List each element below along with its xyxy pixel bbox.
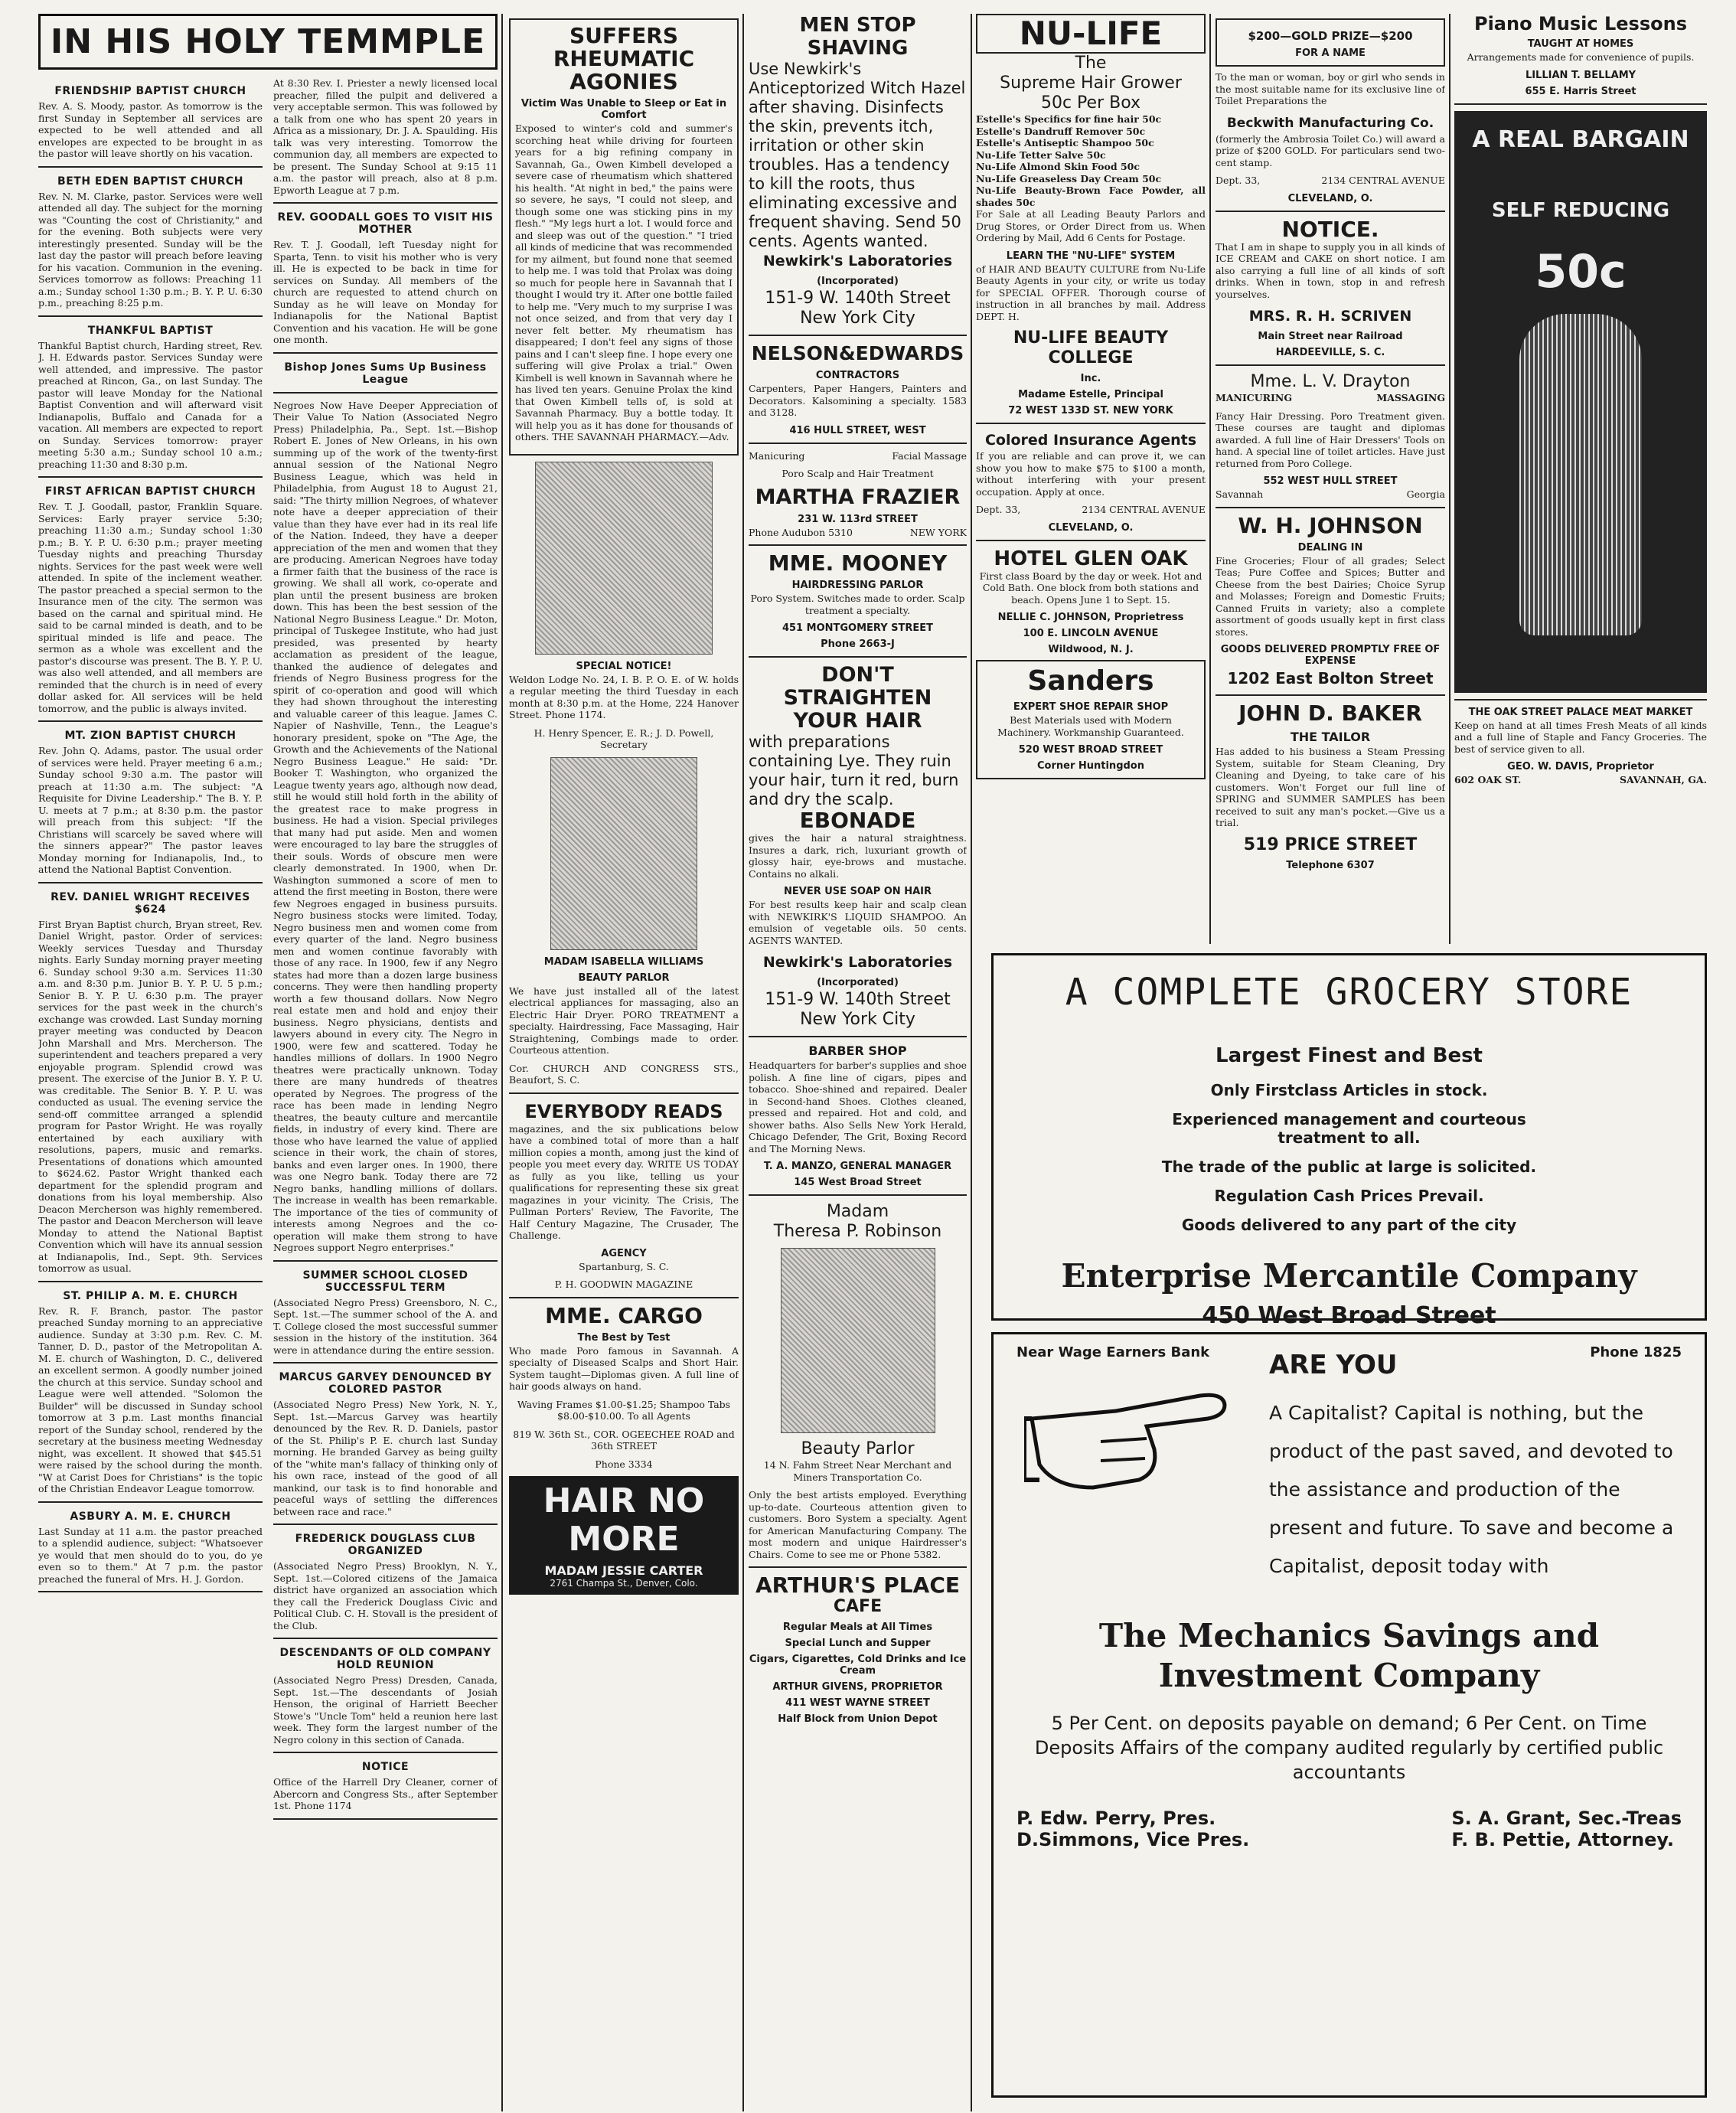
elks-signature: H. Henry Spencer, E. R.; J. D. Powell, Secretary	[534, 727, 714, 750]
drayton-manicuring: MANICURING	[1216, 392, 1292, 403]
prize-headline: $200—GOLD PRIZE—$200	[1248, 29, 1413, 43]
bank-officer-vice-president: D.Simmons, Vice Pres.	[1016, 1829, 1250, 1850]
church-heading: REV. DANIEL WRIGHT RECEIVES $624	[51, 890, 250, 916]
mooney-subhead: HAIRDRESSING PARLOR	[791, 580, 924, 591]
prize-ad	[1216, 18, 1445, 67]
grocery-headline: A COMPLETE GROCERY STORE	[1065, 971, 1633, 1014]
church-text: Rev. N. M. Clarke, pastor. Services were well attended all day. The subject for the morning was "Counting the cost of Christianity," and for the evening. Both subjects were very interestingly presented. Sunday will be the last day the pastor will preach before leaving for his vacation. Communion in the evening. Services tomorrow as follows: Preaching 11 a.m.; Sunday school 1:30 p.m.; B. Y. P. U. 6:30 p.m., preaching 8:25 p.m.	[38, 190, 263, 309]
church-heading: MARCUS GARVEY DENOUNCED BY COLORED PASTOR	[279, 1371, 492, 1396]
newkirk2-inc: (Incorporated)	[817, 977, 899, 988]
church-text: (Associated Negro Press) Brooklyn, N. Y., Sept. 1st.—Colored citizens of the Jamaica district have organized an association which they call the Frederick Douglass Civic and Political Club. C. H. Stovall is the president of the Club.	[273, 1560, 498, 1631]
church-heading: THANKFUL BAPTIST	[87, 324, 214, 337]
grocery-company: Enterprise Mercantile Company	[1061, 1257, 1637, 1295]
church-heading: BETH EDEN BAPTIST CHURCH	[57, 175, 243, 188]
sanders-text: Best Materials used with Modern Machinery. Workmanship Guaranteed.	[997, 714, 1184, 738]
prize-address: 2134 CENTRAL AVENUE	[1321, 175, 1445, 186]
soap-heading: NEVER USE SOAP ON HAIR	[784, 886, 932, 897]
grocery-near: Near Wage Earners Bank	[1016, 1344, 1210, 1360]
notice-headline: NOTICE.	[1281, 216, 1379, 242]
column-rule	[742, 14, 744, 2111]
church-text: Rev. A. S. Moody, pastor. As tomorrow is the first Sunday in September all services are expected to be well attended and all envelopes are expected to be brought in as the pastor will leave shortly on his vacation.	[38, 100, 263, 159]
divider	[1216, 507, 1445, 508]
nulife-sale: For Sale at all Leading Beauty Parlors and Drug Stores, or Order Direct from us. When Ordering by Mail, Add 6 Cents for Postage.	[976, 208, 1206, 243]
nulife-learn: LEARN THE "NU-LIFE" SYSTEM	[1006, 250, 1176, 262]
piano-subhead: TAUGHT AT HOMES	[1527, 38, 1634, 50]
divider	[273, 1362, 498, 1363]
straighten-text: with preparations containing Lye. They ruin your hair, turn it red, burn and dry the scalp.	[749, 733, 959, 808]
frazier-address: 231 W. 113rd STREET	[798, 513, 918, 525]
agency-city: Spartanburg, S. C.	[579, 1260, 669, 1272]
divider	[749, 1194, 967, 1196]
facial-label: Facial Massage	[892, 449, 967, 462]
sanders-subhead: EXPERT SHOE REPAIR SHOP	[1013, 701, 1169, 713]
drayton-state: Georgia	[1406, 488, 1445, 500]
frazier-name: MARTHA FRAZIER	[755, 485, 961, 509]
prize-subhead: FOR A NAME	[1295, 47, 1366, 59]
divider	[749, 443, 967, 444]
piano-address: 655 E. Harris Street	[1525, 85, 1636, 97]
grocery-line-5: Regulation Cash Prices Prevail.	[1214, 1187, 1484, 1205]
church-heading: MT. ZION BAPTIST CHURCH	[64, 730, 237, 742]
cargo-text: Who made Poro famous in Savannah. A specialty of Diseased Scalps and Short Hair. System taught—Diplomas given. A full line of hair goods always on hand.	[509, 1344, 739, 1392]
bank-officer-president: P. Edw. Perry, Pres.	[1016, 1808, 1216, 1829]
cargo-subhead: The Best by Test	[577, 1331, 671, 1344]
newkirk-address-1: 151-9 W. 140th Street	[765, 289, 951, 308]
divider	[509, 1297, 739, 1298]
baker-phone: Telephone 6307	[1286, 859, 1375, 871]
hotel-headline: HOTEL GLEN OAK	[994, 547, 1188, 570]
newkirk2-address-1: 151-9 W. 140th Street	[765, 990, 951, 1009]
drayton-city: Savannah	[1216, 488, 1264, 500]
newkirk2-name: Newkirk's Laboratories	[762, 954, 953, 971]
bank-ad	[991, 1332, 1707, 2098]
baker-address: 519 PRICE STREET	[1243, 834, 1418, 854]
nelson-headline: NELSON&EDWARDS	[751, 342, 964, 364]
mooney-phone: Phone 2663-J	[821, 638, 895, 650]
church-text: Thankful Baptist church, Harding street, Rev. J. H. Edwards pastor. Services Sunday were well attended, and impressive. The pastor preached at Rincon, Ga., on last Sunday. The pastor will leave Monday for the National Baptist Convention and will afterward visit Indianapolis, Buffalo and Canada for a vacation. All members are expected to report on Sunday. Services tomorrow: prayer meeting 5:30 a.m.; Sunday school 10 a.m.; preaching 11:30 and 8:30 p.m.	[38, 339, 263, 470]
nulife-product: Nu-Life Tetter Salve 50c	[976, 149, 1106, 161]
bank-officer-secretary: S. A. Grant, Sec.-Treas	[1451, 1808, 1682, 1829]
church-text: Rev. T. J. Goodall, left Tuesday night for Sparta, Tenn. to visit his mother who is very ill. He is expected to be back in time for services on Sunday. All members of the church are requested to attend church on Sunday as he will leave on Monday for Indianapolis for the National Baptist Convention and his vacation. He will be gone one month.	[273, 239, 498, 345]
divider	[273, 1638, 498, 1639]
drayton-massaging: MASSAGING	[1376, 392, 1445, 403]
divider	[1454, 103, 1707, 105]
divider	[38, 315, 263, 317]
ads-column-6	[1454, 14, 1707, 944]
divider	[1216, 211, 1445, 212]
baker-text: Has added to his business a Steam Pressing System, suitable for Steam Cleaning, Dry Cleaning and Dyeing, to take care of his customers. Won't Forget our full line of SPRING and SUMMER SAMPLES has been received to suit any man's pocket.—Give us a trial.	[1216, 746, 1445, 828]
prize-city: CLEVELAND, O.	[1287, 192, 1373, 204]
divider	[273, 1524, 498, 1525]
ads-column-2	[509, 14, 739, 2111]
arthur-cafe: CAFE	[833, 1597, 883, 1616]
hair-ad-name: MADAM JESSIE CARTER	[544, 1563, 703, 1578]
divider	[38, 720, 263, 722]
prize-dept: Dept. 33,	[1216, 175, 1261, 186]
soap-text: For best results keep hair and scalp clean with NEWKIRK'S LIQUID SHAMPOO. An emulsion of vegetable oils. 50 cents. AGENTS WANTED.	[749, 899, 967, 946]
divider	[273, 1752, 498, 1753]
ebonade-headline: EBONADE	[799, 808, 916, 833]
williams-heading: BEAUTY PARLOR	[578, 972, 670, 984]
divider	[749, 335, 967, 336]
robinson-address: 14 N. Fahm Street Near Merchant and Miners Transportation Co.	[763, 1459, 952, 1483]
hair-ad-address: 2761 Champa St., Denver, Colo.	[550, 1578, 698, 1589]
church-heading: SUMMER SCHOOL CLOSED SUCCESSFUL TERM	[302, 1269, 468, 1294]
grocery-line-6: Goods delivered to any part of the city	[1181, 1216, 1517, 1234]
nulife-inc: Inc.	[1080, 373, 1101, 384]
johnson-subhead: DEALING IN	[1297, 541, 1363, 554]
hair-no-more-headline: HAIR NO MORE	[543, 1481, 705, 1559]
robinson-name: Theresa P. Robinson	[773, 1222, 942, 1241]
nulife-product: Nu-Life Almond Skin Food 50c	[976, 161, 1140, 172]
shaving-text: Use Newkirk's Anticeptorized Witch Hazel after shaving. Disinfects the skin, prevents itch, irritation or other skin troubles. Has a tendency to kill the roots, thus eliminating excessive and frequent shaving. Send 50 cents. Agents wanted.	[749, 60, 966, 250]
bank-company: The Mechanics Savings and Investment Company	[1098, 1617, 1600, 1694]
bank-officer-attorney: F. B. Pettie, Attorney.	[1451, 1829, 1674, 1850]
scriven-address: Main Street near Railroad	[1258, 331, 1403, 342]
meat-text: Keep on hand at all times Fresh Meats of all kinds and a full line of Staple and Fancy Groceries. The best of service given to all.	[1454, 719, 1707, 755]
ads-column-4	[976, 14, 1206, 944]
church-news-left	[38, 77, 263, 1826]
elk-head-image	[535, 462, 713, 655]
barber-address: 145 West Broad Street	[794, 1177, 922, 1188]
divider	[1216, 364, 1445, 366]
hotel-text: First class Board by the day or week. Hot and Cold Bath. One block from both stations and beach. Opens June 1 to Sept. 15.	[979, 570, 1202, 606]
prize-text: To the man or woman, boy or girl who sends in the most suitable name for its exclusive line of Toilet Preparations the	[1216, 71, 1445, 106]
meat-city: SAVANNAH, GA.	[1619, 774, 1707, 785]
elks-heading: SPECIAL NOTICE!	[576, 660, 672, 672]
divider	[273, 392, 498, 394]
nulife-subhead: Supreme Hair Grower	[1000, 73, 1182, 93]
rheumatic-headline: SUFFERS RHEUMATIC AGONIES	[553, 23, 695, 94]
hotel-city: Wildwood, N. J.	[1048, 644, 1134, 655]
divider	[976, 540, 1206, 541]
nulife-headline: NU-LIFE	[976, 14, 1206, 54]
bank-body: A Capitalist? Capital is nothing, but the product of the past saved, and devoted to the assistance and production of the present and future. To save and become a Capitalist, deposit today with	[1269, 1402, 1674, 1577]
williams-address: Cor. CHURCH AND CONGRESS STS., Beaufort, S. C.	[509, 1062, 739, 1086]
straighten-headline: DON'T STRAIGHTEN YOUR HAIR	[783, 663, 932, 733]
nulife-product: Estelle's Specifics for fine hair 50c	[976, 113, 1162, 125]
johnson-address: 1202 East Bolton Street	[1227, 669, 1434, 687]
barber-manager: T. A. MANZO, GENERAL MANAGER	[763, 1161, 952, 1172]
scriven-name: MRS. R. H. SCRIVEN	[1248, 308, 1412, 325]
hotel-proprietor: NELLIE C. JOHNSON, Proprietress	[997, 612, 1184, 623]
divider	[509, 1092, 739, 1094]
baker-subhead: THE TAILOR	[1290, 730, 1371, 744]
nulife-principal: Madame Estelle, Principal	[1018, 389, 1163, 400]
hair-no-more-ad	[509, 1476, 739, 1595]
sanders-corner: Corner Huntingdon	[1036, 760, 1144, 772]
nulife-address: 72 WEST 133D ST. NEW YORK	[1008, 405, 1173, 416]
church-text: Last Sunday at 11 a.m. the pastor preached to a splendid audience, subject: "Whatsoever ye would that men should do to you, do ye even so to them." At 7 p.m. the pastor preached the funeral of Mrs. H. J. Gordon.	[38, 1525, 263, 1585]
manicuring-label: Manicuring	[749, 449, 805, 462]
drayton-name: Mme. L. V. Drayton	[1250, 372, 1411, 391]
church-text: Rev. T. J. Goodall, pastor, Franklin Square. Services: Early prayer service 5:30; preaching 11:30 a.m.; Sunday school 1:30 p.m.; B. Y. P. U. 6:30 p.m.; prayer meeting Tuesday nights and preaching Thursday nights. Services for the past week were well attended. In spite of the inclement weather. The pastor preached a special sermon to the Insurance men of the city. The sermon was based on the carnal and spiritual mind. He said to be carnal minded is death, and to be spiritual minded is life and peace. The sermon as a whole was excellent and the pastor's discourse was present. The B. Y. P. U. was also well attended, and all members are reminded that the church is in need of every dollar asked for. All services will be held tomorrow, and the public is always invited.	[38, 501, 263, 714]
grocery-ad	[991, 953, 1707, 1360]
insurance-dept: Dept. 33,	[976, 504, 1021, 515]
mooney-name: MME. MOONEY	[768, 550, 948, 576]
nulife-price: 50c Per Box	[1040, 93, 1141, 113]
newkirk-address-2: New York City	[800, 309, 915, 328]
hotel-address: 100 E. LINCOLN AVENUE	[1023, 628, 1159, 639]
williams-name: MADAM ISABELLA WILLIAMS	[543, 955, 704, 968]
arthur-meals: Regular Meals at All Times	[782, 1621, 933, 1633]
bargain-ad	[1454, 111, 1707, 693]
prize-company: Beckwith Manufacturing Co.	[1226, 115, 1434, 131]
sanders-headline: Sanders	[1027, 665, 1154, 697]
meat-proprietor: GEO. W. DAVIS, Proprietor	[1507, 761, 1654, 772]
meat-address: 602 OAK ST.	[1454, 774, 1522, 785]
elks-text: Weldon Lodge No. 24, I. B. P. O. E. of W. holds a regular meeting the third Tuesday in each month at 8:30 p.m. at the Home, 224 Hanover Street. Phone 1174.	[509, 673, 739, 720]
grocery-line-2: Only Firstclass Articles in stock.	[1210, 1081, 1488, 1099]
robinson-beauty-parlor: Beauty Parlor	[801, 1439, 915, 1458]
insurance-text: If you are reliable and can prove it, we can show you how to make $75 to $100 a month, without interfering with your present occupation. Apply at once.	[976, 450, 1206, 498]
church-text: (Associated Negro Press) Dresden, Canada, Sept. 1st.—The descendants of Josiah Henson, the original of Harriett Beecher Stowe's "Uncle Tom" held a reunion here last week. They form the largest number of the Negro colony in this section of Canada.	[273, 1674, 498, 1746]
nulife-product: Estelle's Dandruff Remover 50c	[976, 125, 1146, 137]
johnson-delivered: GOODS DELIVERED PROMPTLY FREE OF EXPENSE	[1220, 644, 1441, 667]
column-rule	[501, 14, 503, 2111]
rheumatic-subhead: Victim Was Unable to Sleep or Eat in Comfort	[520, 98, 727, 121]
piano-headline: Piano Music Lessons	[1473, 14, 1687, 34]
newkirk-inc: (Incorporated)	[817, 276, 899, 287]
church-text: (Associated Negro Press) Greensboro, N. C., Sept. 1st.—The summer school of the A. and T. College closed the most successful summer session in the history of the institution. 364 were in attendance during the entire session.	[273, 1296, 498, 1356]
church-text: At 8:30 Rev. I. Priester a newly licensed local preacher, filled the pulpit and delivered a very acceptable sermon. This was followed by a talk from one who has spent 20 years in Africa as a missionary, Dr. J. A. Spaulding. His talk was very interesting. Tomorrow the communion day, all members are expected to be present. The Sunday School at 9:15 11 a.m. the pastor will preach, also at 8 p.m. Epworth League at 7 p.m.	[273, 77, 498, 196]
church-heading: NOTICE	[361, 1761, 410, 1773]
church-news-column	[38, 14, 498, 2111]
nulife-the: The	[1075, 54, 1107, 73]
nulife-product: Nu-Life Beauty-Brown Face Powder, all shades 50c	[976, 185, 1206, 208]
prize-former: (formerly the Ambrosia Toilet Co.) will award a prize of $200 GOLD. For particulars send two-cent stamp.	[1216, 132, 1445, 168]
grocery-phone: Phone 1825	[1590, 1344, 1682, 1360]
rheumatic-text: Exposed to winter's cold and summer's scorching heat while driving for fourteen years for a big refining company in Savannah, Ga., Owen Kimbell developed a severe case of rheumatism which shattered his health. "At night in bed," the pains were so severe, he says, "I could not sleep, and though some one was sticking pins in my flesh." "My legs hurt a lot. I would force and and sleep was out of the question." "I tried all kinds of medicine that was recommended for my ailment, but found none that seemed to help me. I was told that Prolax was doing so much for people here in Savannah that I thought I would try it. After one bottle failed to help me. "Very much to my surprise I was not once seized, and from that very day I never felt better. My rheumatism has disappeared; I don't feel any signs of those pains and I can't sleep fine. I hope every one suffering will give Prolax a trial." Owen Kimbell is well known in Savannah where he has lived ten years. Genuine Prolax the kind that Owen Kimbell tells of, is sold at Savannah Pharmacy. Buy a bottle today. It will help you as it has done for thousands of others. THE SAVANNAH PHARMACY.—Adv.	[515, 122, 733, 443]
divider	[749, 656, 967, 658]
everybody-reads-text: magazines, and the six publications below have a combined total of more than a half million copies a month, among just the kind of people you meet every day. WRITE US TODAY as fully as you like, telling us your qualifications for representing these six great magazines in your vicinity. The Crisis, The Pullman Porters' Review, The Favorite, The Half Century Magazine, The Crusader, The Challenge.	[509, 1122, 739, 1241]
divider	[273, 202, 498, 204]
nulife-product-list	[976, 113, 1206, 208]
nulife-learn-text: of HAIR AND BEAUTY CULTURE from Nu-Life Beauty Agents in your city, or write us today for SPECIAL OFFER. Thorough course of instruction in all branches by mail. Address DEPT. H.	[976, 263, 1206, 322]
church-text: First Bryan Baptist church, Bryan street, Rev. Daniel Wright, pastor. Order of services: Weekly services Tuesday and Thursday nights. Early Sunday morning prayer meeting 6. Sunday school 9:30 a.m. Services 11:30 a.m. and 8:30 p.m. Junior B. Y. P. U. 5 p.m.; Senior B. Y. P. U. 6:30 p.m. The prayer services for the past week in the church's exchange was crowded. Last Sunday morning prayer meeting was conducted by Deacon John Marshall and Mrs. Mercherson. The superintendent and teachers prepared a very enjoyable program. Splendid crowd was present. The exercise of the Junior B. Y. P. U. was creditable. The Senior B. Y. P. U. was conducted as usual. The evening service the send-off committee arranged a splendid program for Pastor Wright. He was royally entertained by each auxiliary with resolutions, papers, music and remarks. Presentations of donations which amounted to $624.62. Pastor Wright thanked each department for the splendid program and donations from his loyal membership. Also Deacon Mercherson was highly remembered. The pastor and Deacon Mercherson will leave Monday to attend the National Baptist Convention which will have its annual session at Indianapolis, Ind., Sept. 9th. Services tomorrow as usual.	[38, 918, 263, 1274]
cargo-address: 819 W. 36th St., COR. OGEECHEE ROAD and 36th STREET	[513, 1428, 735, 1452]
divider	[38, 882, 263, 883]
church-heading: FIRST AFRICAN BAPTIST CHURCH	[44, 485, 256, 498]
robinson-madam: Madam	[826, 1202, 889, 1221]
drayton-text: Fancy Hair Dressing. Poro Treatment given. These courses are taught and diplomas awarded. A full line of Hair Dressers' Tools on hand. A special line of toilet articles. Have just returned from Poro College.	[1216, 410, 1445, 469]
divider	[273, 1818, 498, 1820]
arthur-address: 411 WEST WAYNE STREET	[785, 1697, 930, 1709]
insurance-address: 2134 CENTRAL AVENUE	[1082, 504, 1206, 515]
church-news-right	[273, 77, 498, 1826]
column-rule	[1449, 14, 1450, 944]
arthur-near: Half Block from Union Depot	[778, 1713, 938, 1725]
pointing-hand-icon	[1024, 1365, 1254, 1518]
frazier-city: NEW YORK	[909, 526, 967, 538]
nulife-product: Estelle's Antiseptic Shampoo 50c	[976, 137, 1154, 149]
sanders-address: 520 WEST BROAD STREET	[1018, 744, 1163, 756]
johnson-text: Fine Groceries; Flour of all grades; Select Teas; Pure Coffee and Spices; Butter and Cheese from the best Dairies; Choice Syrup and Molasses; Foreign and Domestic Fruits; Canned Fruits in variety; also a complete assortment of goods usually kept in first class stores.	[1216, 554, 1445, 638]
divider	[1216, 694, 1445, 696]
frazier-phone: Phone Audubon 5310	[749, 526, 853, 538]
ads-column-5	[1216, 14, 1445, 944]
church-heading: Bishop Jones Sums Up Business League	[284, 361, 487, 386]
insurance-city: CLEVELAND, O.	[1048, 521, 1134, 534]
robinson-text: Only the best artists employed. Everything up-to-date. Courteous attention given to customers. Boro System a specialty. Agent for American Manufacturing Company. The most modern and unique Hairdresser's Chairs. Come to see me or Phone 5382.	[749, 1489, 967, 1560]
scriven-city: HARDEEVILLE, S. C.	[1275, 347, 1385, 358]
ebonade-text: gives the hair a natural straightness. Insures a dark, rich, luxuriant growth of glossy hair, eye-brows and mustache. Contains no alkali.	[749, 832, 967, 880]
church-heading: REV. GOODALL GOES TO VISIT HIS MOTHER	[277, 211, 494, 236]
ads-column-3	[749, 14, 967, 2111]
divider	[38, 476, 263, 478]
divider	[749, 1036, 967, 1037]
divider	[749, 1566, 967, 1568]
williams-portrait	[550, 757, 697, 950]
section-banner: IN HIS HOLY TEMMPLE	[38, 14, 498, 70]
notice-text: That I am in shape to supply you in all kinds of ICE CREAM and CAKE on short notice. I am also carrying a full line of all kinds of soft drinks. When in town, stop in and refresh yourselves.	[1216, 240, 1445, 300]
grocery-line-3: Experienced management and courteous treatment to all.	[1172, 1110, 1526, 1147]
grocery-address: 450 West Broad Street	[1202, 1302, 1496, 1329]
church-heading: FRIENDSHIP BAPTIST CHURCH	[54, 85, 246, 97]
cargo-prices: Waving Frames $1.00-$1.25; Shampoo Tabs $8.00-$10.00. To all Agents	[517, 1398, 731, 1422]
bargain-headline: A REAL BARGAIN	[1472, 126, 1689, 153]
bargain-price: 50c	[1535, 244, 1627, 299]
williams-text: We have just installed all of the latest electrical appliances for massaging, also an Electric Hair Dryer. PORO TREATMENT a specialty. Hairdressing, Face Massaging, Hair Straightening, Combings made to order. Courteous attention.	[509, 985, 739, 1056]
arthur-headline: ARTHUR'S PLACE	[755, 1573, 960, 1598]
nelson-subhead: CONTRACTORS	[815, 370, 900, 381]
robinson-portrait	[781, 1248, 935, 1433]
agency-name: P. H. GOODWIN MAGAZINE	[554, 1279, 693, 1290]
divider	[273, 352, 498, 354]
grocery-line-4: The trade of the public at large is solicited.	[1161, 1158, 1537, 1176]
rheumatic-ad	[509, 18, 739, 456]
church-text: Rev. John Q. Adams, pastor. The usual order of services were held. Prayer meeting 6 a.m.; Sunday school 9:30 a.m. The pastor will preach at 11:30 a.m. The subject: "A Requisite for Divine Leadership." The B. Y. P. U. meets at 7 p.m.; at 8:30 p.m. the pastor will preach from this subject: "If the Christians will scarcely be saved where will the sinners appear?" The pastor leaves Monday morning for Indianapolis, Ind., to attend the National Baptist Convention.	[38, 745, 263, 875]
bargain-subhead: SELF REDUCING	[1491, 198, 1670, 222]
divider	[38, 1501, 263, 1503]
church-heading: ST. PHILIP A. M. E. CHURCH	[63, 1289, 238, 1302]
barber-text: Headquarters for barber's supplies and shoe polish. A fine line of cigars, pipes and tobacco. Shoe-shined and repaired. Dealer in Second-hand Shoes. Clothes cleaned, pressed and repaired. Hot and cold, and shower baths. Also Sells New York Herald, Chicago Defender, The Grit, Boxing Record and The Morning News.	[749, 1060, 967, 1154]
divider	[749, 544, 967, 546]
bank-headline: ARE YOU	[1269, 1350, 1398, 1380]
sanders-ad	[976, 660, 1206, 779]
nelson-address: 416 HULL STREET, WEST	[789, 424, 926, 436]
grocery-line-1: Largest Finest and Best	[1216, 1044, 1483, 1067]
shaving-headline: MEN STOP SHAVING	[799, 14, 916, 60]
insurance-headline: Colored Insurance Agents	[984, 432, 1197, 449]
mooney-address: 451 MONTGOMERY STREET	[782, 622, 934, 634]
church-heading: DESCENDANTS OF OLD COMPANY HOLD REUNION	[279, 1647, 491, 1671]
newkirk-name: Newkirk's Laboratories	[762, 253, 953, 269]
divider	[1454, 699, 1707, 701]
nulife-product: Nu-Life Greaseless Day Cream 50c	[976, 172, 1162, 185]
church-heading: FREDERICK DOUGLASS CLUB ORGANIZED	[295, 1533, 476, 1557]
piano-name: LILLIAN T. BELLAMY	[1525, 69, 1636, 81]
everybody-reads-headline: EVERYBODY READS	[524, 1100, 723, 1122]
divider	[273, 1260, 498, 1262]
meat-headline: THE OAK STREET PALACE MEAT MARKET	[1468, 706, 1693, 718]
johnson-name: W. H. JOHNSON	[1238, 512, 1423, 538]
divider	[38, 1281, 263, 1282]
nulife-college: NU-LIFE BEAUTY COLLEGE	[1013, 328, 1169, 367]
arthur-proprietor: ARTHUR GIVENS, PROPRIETOR	[772, 1681, 943, 1693]
church-text: Rev. R. F. Branch, pastor. The pastor preached Sunday morning to an appreciative audience. Sunday at 3:30 p.m. Rev. C. M. Tanner, D. D., pastor of the Metropolitan A. M. E. church of Washington, D. C., delivered an excellent sermon. A goodly number joined the church at this service. Sunday school and League were well attended. "Solomon the Builder" will be discussed in Sunday school tomorrow at 3 p.m. Last months financial report of the Sunday school, rendered by the secretary at the business meeting Wednesday night, was excellent. It showed that $45.51 were raised by the school during the month. "W at Carist Does for Christians" is the topic of the Christian Endeavor League tomorrow.	[38, 1305, 263, 1494]
church-heading: ASBURY A. M. E. CHURCH	[70, 1510, 231, 1523]
bank-terms: 5 Per Cent. on deposits payable on demand; 6 Per Cent. on Time Deposits Affairs of the company audited regularly by certified public accountants	[1034, 1713, 1664, 1783]
agency-heading: AGENCY	[601, 1247, 647, 1259]
column-rule	[971, 14, 972, 2111]
column-rule	[1209, 14, 1211, 944]
mooney-text: Poro System. Switches made to order. Scalp treatment a specialty.	[750, 593, 965, 616]
church-text: Office of the Harrell Dry Cleaner, corner of Abercorn and Congress Sts., after September 1st. Phone 1174	[273, 1776, 498, 1811]
cargo-phone: Phone 3334	[595, 1458, 653, 1470]
poro-label: Poro Scalp and Hair Treatment	[782, 468, 934, 479]
corset-illustration	[1519, 314, 1642, 635]
baker-name: JOHN D. BAKER	[1238, 701, 1422, 726]
nelson-text: Carpenters, Paper Hangers, Painters and Decorators. Kalsomining a specialty. 1583 and 3128.	[749, 383, 967, 418]
piano-text: Arrangements made for convenience of pupils.	[1467, 51, 1695, 63]
church-text: Negroes Now Have Deeper Appreciation of Their Value To Nation (Associated Negro Press) Philadelphia, Pa., Sept. 1st.—Bishop Robert E. Jones of New Orleans, in his own summing up of the work of the twenty-first annual session of the National Negro Business League, which was held in Philadelphia, from August 18 to August 21, said: "The thirty million Negroes, of whatever note have a deeper appreciation of their value than they have ever had in its real life of the Nation. Indeed, they have a deeper appreciation of the men and women that they are producing. American Negroes have today a firmer faith that the business of the race is growing. We shall all work, co-operate and plan until the present business are broken down. This has been the best session of the National Negro Business League." Dr. Moton, principal of Tuskegee Institute, who had just presided, was presented by hearty acclamation as president of the league, thanked the audience of delegates and friends of Negro Business progress for the spirit of co-operation and good will which they had shown throughout the interesting and valuable career of this league. James C. Napier of Nashville, Tenn., the League's honorary president, spoke on "The Age, the Growth and the Achievements of the National Negro Business League." He said: "Dr. Booker T. Washington, who organized the League twenty years ago, although now dead, still he would still hold forth in the ability of the greatest race to make progress in business. He had a vision. Special privileges that many had put aside. Men and women were encouraged to lay bare the struggles of their souls. Words of obscure men were clearly demonstrated. In 1900, when Dr. Washington summoned a score of men to attend the first meeting in Boston, there were few Negroes engaged in business pursuits. Negro business stocks were limited. Today, Negro business men and women come from every quarter of the land. Negro business men and women continue favorably with those of any race. In 1900, few if any Negro states had more than a dozen large business concerns. They were then handling property worth a few thousand dollars. Now Negro real estate men and hold and enjoy their business. Negro physicians, dentists and lawyers abound in every city. The Negro in 1900, were few and scattered. Today he handles millions of dollars. In 1900 Negro theatres were practically unknown. Today there are many hundreds of theatres operated by Negroes. The progress of the race has been made in lending Negro theatres, the beauty culture and mercantile fields, in industry of every kind. There are those who have learned the value of applied science in their work, the chain of stores, banks and even larger ones. In 1900, there was one Negro bank. Today there are 72 Negro banks, handling millions of dollars. The increase in wealth has been remarkable. The importance of the ties of community of interests among Negroes and the co-operation will make them strong to have Negroes support Negro enterprises."	[273, 399, 498, 1253]
cargo-headline: MME. CARGO	[545, 1302, 703, 1328]
divider	[976, 423, 1206, 424]
divider	[38, 166, 263, 168]
drayton-address: 552 WEST HULL STREET	[1263, 475, 1398, 487]
church-text: (Associated Negro Press) New York, N. Y., Sept. 1st.—Marcus Garvey was heartily denounced by the Rev. R. D. Daniels, pastor of the St. Philip's P. E. church last Sunday morning. He branded Garvey as being guilty of the "white man's fallacy of thinking only of his own race, instead of the good of all mankind, our task is to find honorable and peaceful ways of settling the differences between race and race."	[273, 1399, 498, 1517]
newkirk2-address-2: New York City	[800, 1010, 915, 1029]
barber-heading: BARBER SHOP	[808, 1043, 907, 1058]
arthur-items: Cigars, Cigarettes, Cold Drinks and Ice Cream	[749, 1654, 967, 1677]
divider	[38, 1591, 263, 1592]
arthur-lunch: Special Lunch and Supper	[785, 1638, 931, 1649]
